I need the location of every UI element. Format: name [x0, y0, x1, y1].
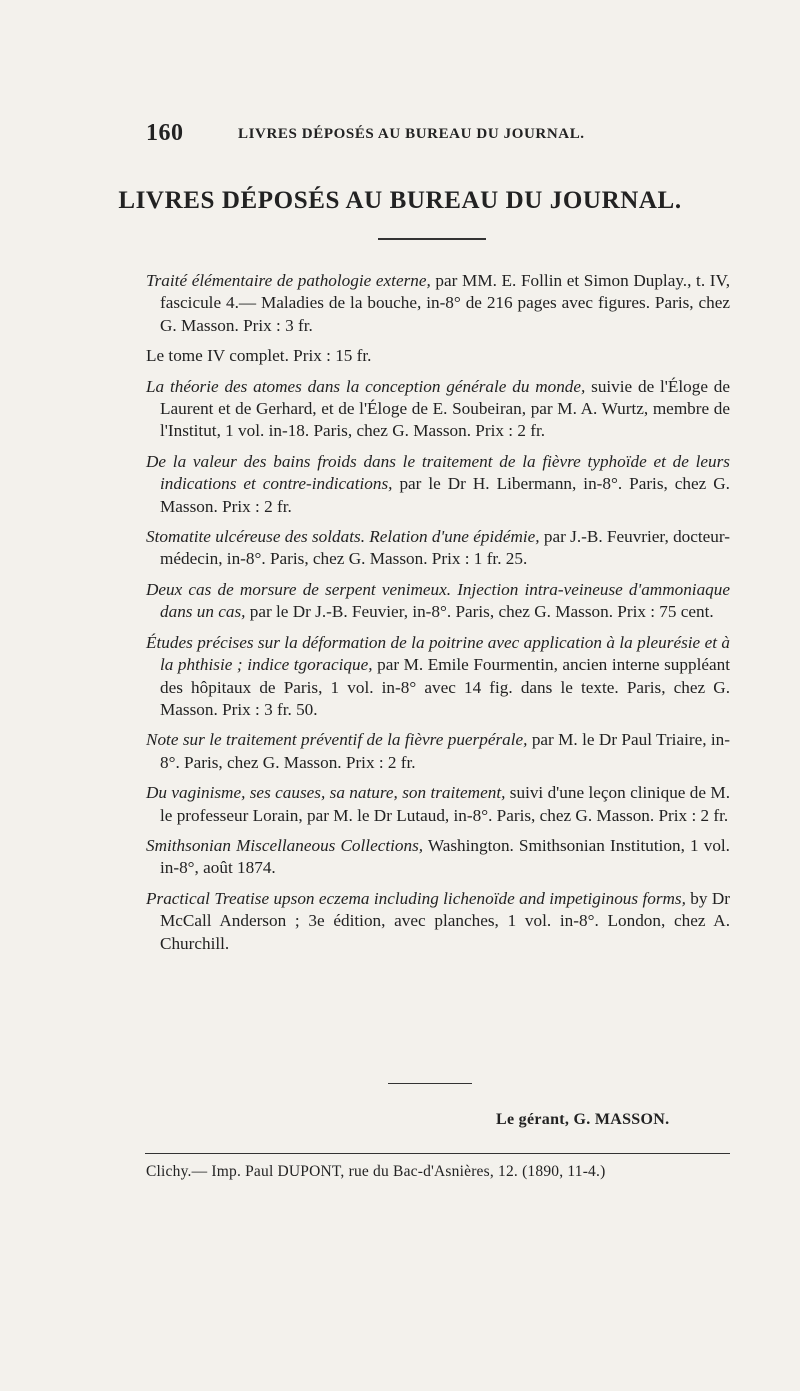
book-title: Du vaginisme, ses causes, sa nature, son traitement,: [146, 783, 506, 803]
book-details: by Dr McCall Anderson ; 3e édition, avec planches, 1 vol. in-8°. London, chez A. Churchill.: [160, 888, 730, 953]
signature-divider: [388, 1083, 472, 1084]
book-details: par le Dr H. Libermann, in-8°. Paris, chez G. Masson. Prix : 2 fr.: [160, 474, 730, 516]
book-title: Note sur le traitement préventif de la fièvre puerpérale,: [146, 730, 528, 750]
book-title: Smithsonian Miscellaneous Collections,: [146, 835, 424, 855]
signature: Le gérant, G. MASSON.: [496, 1111, 670, 1128]
list-item: [146, 888, 730, 955]
page-number: 160: [146, 120, 184, 146]
book-details: par MM. E. Follin et Simon Duplay., t. IV, fascicule 4.— Maladies de la bouche, in-8° de 216 pages avec figures. Paris, chez G. Masson. Prix : 3 fr.: [160, 271, 730, 335]
book-details: suivi d'une leçon clinique de M. le professeur Lorain, par M. le Dr Lutaud, in-8°. Paris, chez G. Masson. Prix : 2 fr.: [160, 783, 730, 825]
book-details: par J.-B. Feuvrier, docteur-médecin, in-8°. Paris, chez G. Masson. Prix : 1 fr. 25.: [160, 527, 730, 569]
list-item: [146, 579, 730, 624]
printer-imprint: Clichy.— Imp. Paul DUPONT, rue du Bac-d'Asnières, 12. (1890, 11-4.): [146, 1163, 606, 1180]
page-title: LIVRES DÉPOSÉS AU BUREAU DU JOURNAL.: [118, 187, 682, 214]
book-details: par M. le Dr Paul Triaire, in-8°. Paris, chez G. Masson. Prix : 2 fr.: [160, 730, 730, 772]
book-title: Traité élémentaire de pathologie externe,: [146, 271, 431, 290]
list-item: [146, 729, 730, 774]
list-item: [146, 451, 730, 518]
book-details: par le Dr J.-B. Feuvier, in-8°. Paris, chez G. Masson. Prix : 75 cent.: [245, 602, 714, 622]
footer-divider: [145, 1153, 730, 1154]
book-list: [146, 270, 730, 963]
running-title: LIVRES DÉPOSÉS AU BUREAU DU JOURNAL.: [238, 126, 585, 142]
book-details: suivie de l'Éloge de Laurent et de Gerhard, et de l'Éloge de E. Soubeiran, par M. A. Wurtz, membre de l'Institut, 1 vol. in-18. Paris, chez G. Masson. Prix : 2 fr.: [160, 376, 730, 441]
book-title: Practical Treatise upson eczema including lichenoïde and impetiginous forms,: [146, 888, 686, 908]
book-title: De la valeur des bains froids dans le traitement de la fièvre typhoïde et de leurs indications et contre-indications,: [146, 451, 730, 494]
list-item: [146, 376, 730, 443]
list-item: [146, 632, 730, 722]
book-details: Washington. Smithsonian Institution, 1 vol. in-8°, août 1874.: [160, 835, 730, 878]
book-title: Deux cas de morsure de serpent venimeux. Injection intra-veineuse d'ammoniaque dans un cas,: [146, 579, 730, 622]
list-item: [146, 345, 730, 367]
book-title: Études précises sur la déformation de la poitrine avec application à la pleurésie et à la phthisie ; indice tgoracique,: [146, 632, 730, 675]
list-item: [146, 270, 730, 337]
book-title: Stomatite ulcéreuse des soldats. Relation d'une épidémie,: [146, 527, 540, 547]
book-details: Le tome IV complet. Prix : 15 fr.: [146, 346, 372, 366]
running-head: [146, 120, 726, 150]
list-item: [146, 526, 730, 571]
list-item: [146, 782, 730, 827]
book-title: La théorie des atomes dans la conception générale du monde,: [146, 376, 586, 396]
list-item: [146, 835, 730, 880]
title-divider: [378, 238, 486, 240]
book-details: par M. Emile Fourmentin, ancien interne suppléant des hôpitaux de Paris, 1 vol. in-8° avec 14 fig. dans le texte. Paris, chez G. Masson. Prix : 3 fr. 50.: [160, 655, 730, 719]
